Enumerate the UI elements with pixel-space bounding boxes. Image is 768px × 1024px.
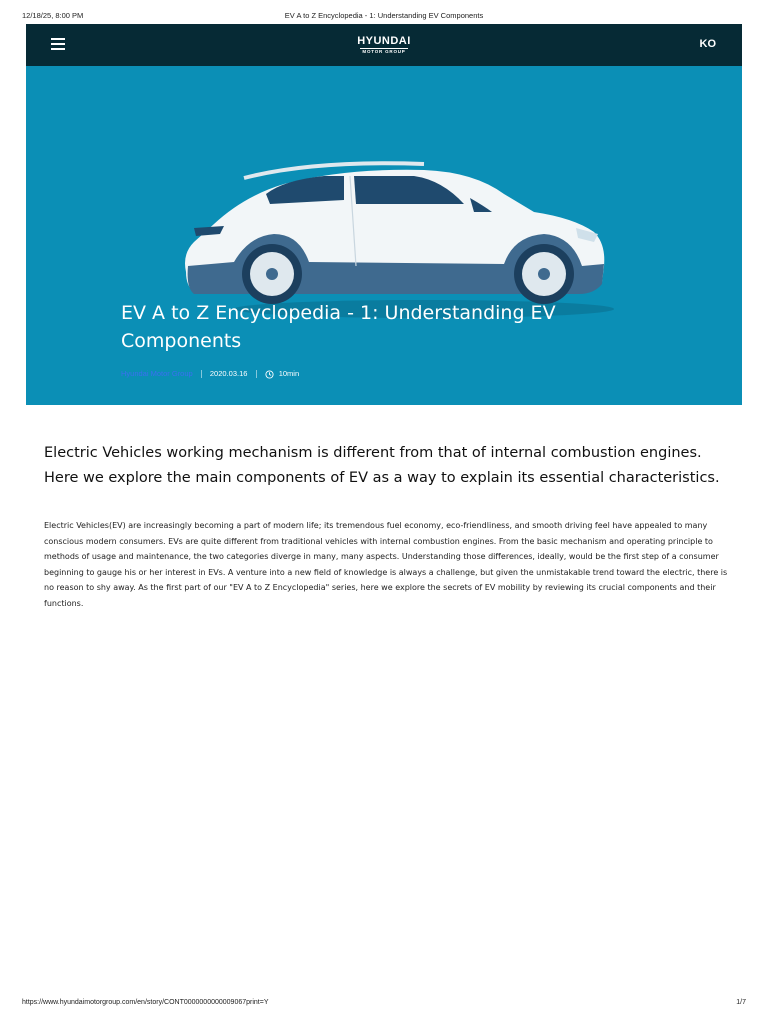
author-link[interactable]: Hyundai Motor Group	[121, 369, 193, 378]
print-date: 12/18/25, 8:00 PM	[22, 11, 84, 20]
logo-brand: HYUNDAI	[357, 35, 411, 47]
publish-date: 2020.03.16	[209, 369, 248, 378]
hamburger-menu-icon[interactable]	[51, 38, 67, 52]
article-body-paragraph: Electric Vehicles(EV) are increasingly becoming a part of modern life; its tremendous fuel economy, eco-friendliness, and smooth driving feel have appealed to many conscious modern consumers. EVs are quite different from traditional vehicles with internal combustion engines. From the basic mechanism and operating principle to methods of usage and maintenance, the two categories diverge in many, many aspects. Understanding those differences, ideally, would be the first step of a consumer beginning to gauge his or her interest in EVs. A venture into a new field of knowledge is always a challenge, but given the unmistakable trend toward the electric, there is no reason to shy away. As the first part of our "EV A to Z Encyclopedia" series, here we explore the secrets of EV mobility by reviewing its crucial components and their functions.	[44, 521, 728, 608]
read-time: 10min	[278, 369, 300, 378]
article-title: EV A to Z Encyclopedia - 1: Understanding EV Components	[121, 302, 556, 352]
meta-divider	[256, 370, 257, 378]
article-lead: Electric Vehicles working mechanism is different from that of internal combustion engines. Here we explore the main components of EV as a way to explain its essential characteristics.	[44, 445, 720, 486]
print-page-number: 1/7	[736, 999, 746, 1006]
hero-banner	[26, 66, 742, 405]
print-url: https://www.hyundaimotorgroup.com/en/story/CONT0000000000009067print=Y	[22, 999, 269, 1006]
site-nav	[26, 24, 742, 66]
hyundai-logo[interactable]	[354, 35, 414, 57]
article-meta	[121, 369, 299, 379]
print-header	[22, 11, 746, 23]
print-footer	[22, 999, 746, 1011]
logo-sub: MOTOR GROUP	[360, 48, 408, 55]
language-toggle-button[interactable]: KO	[699, 38, 716, 50]
print-doc-title: EV A to Z Encyclopedia - 1: Understanding EV Components	[284, 11, 484, 20]
meta-divider	[201, 370, 202, 378]
clock-icon	[265, 370, 274, 379]
